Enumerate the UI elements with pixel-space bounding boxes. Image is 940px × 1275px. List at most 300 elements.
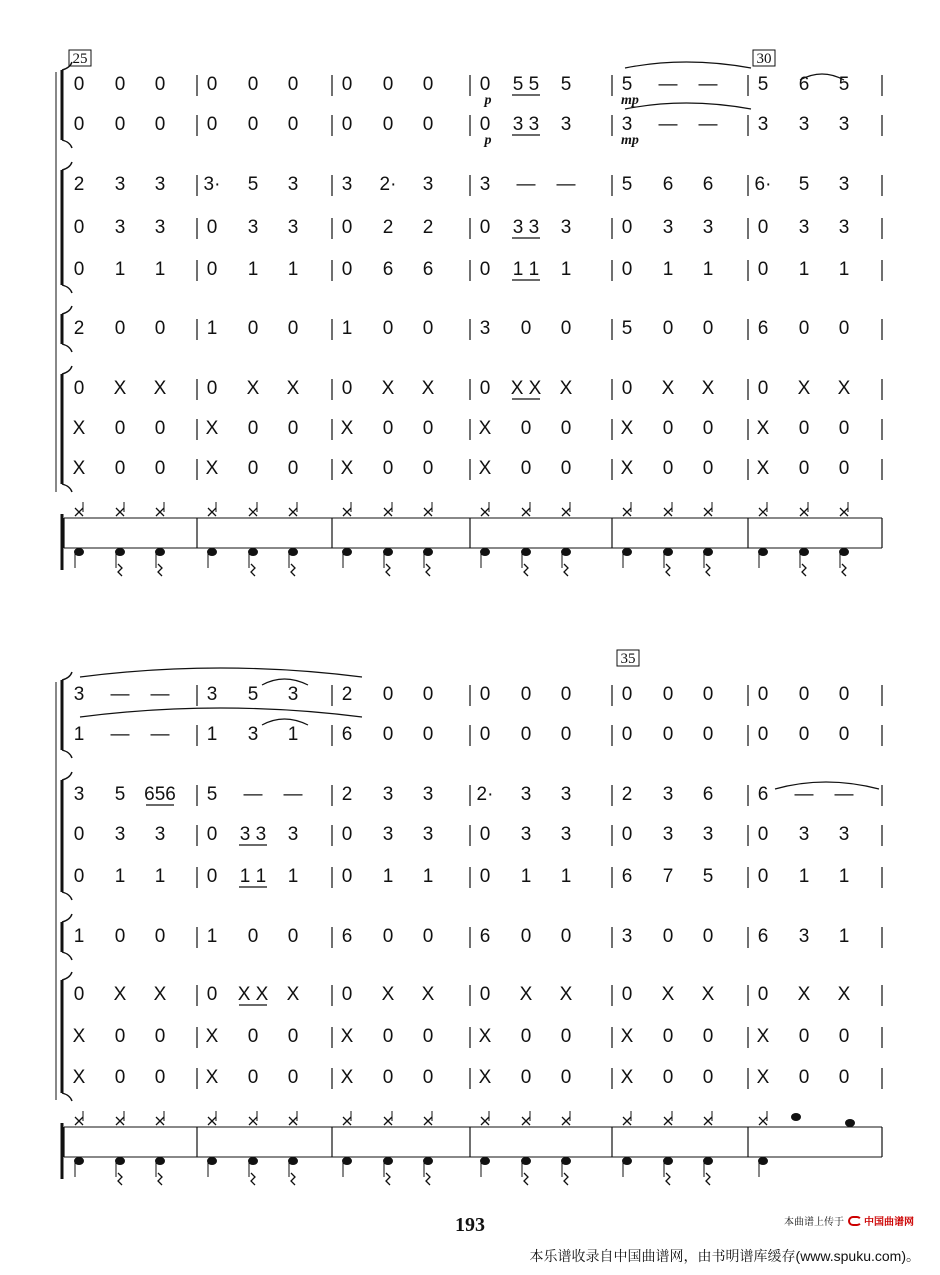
jianpu-note: 0 xyxy=(621,824,633,845)
hihat-x-note xyxy=(116,508,124,516)
dynamic-mark: p xyxy=(484,93,492,108)
page-number: 193 xyxy=(455,1214,485,1236)
jianpu-note: 3 xyxy=(247,217,259,238)
jianpu-note: 0 xyxy=(479,259,491,280)
jianpu-note: 2· xyxy=(476,784,494,805)
hihat-x-note xyxy=(522,1117,530,1125)
hihat-x-note xyxy=(800,508,808,516)
jianpu-note: X xyxy=(519,984,533,1005)
jianpu-note: 5 xyxy=(621,74,633,95)
jianpu-note: 0 xyxy=(341,217,353,238)
bracket-hook xyxy=(62,772,72,780)
jianpu-note: 3 xyxy=(662,784,674,805)
jianpu-note: 0 xyxy=(422,926,434,947)
jianpu-note: X xyxy=(72,1026,86,1047)
jianpu-note: 0 xyxy=(798,418,810,439)
jianpu-note: 0 xyxy=(757,866,769,887)
jianpu-note: 1 xyxy=(154,866,166,887)
jianpu-note: 0 xyxy=(560,684,572,705)
jianpu-note: 1 xyxy=(247,259,259,280)
jianpu-note: 3 xyxy=(382,784,394,805)
jianpu-note: 0 xyxy=(702,418,714,439)
jianpu-note: 0 xyxy=(73,114,85,135)
rest-mark xyxy=(426,564,430,576)
rest-mark xyxy=(564,564,568,576)
jianpu-note: 0 xyxy=(73,217,85,238)
jianpu-note: 6 xyxy=(382,259,394,280)
jianpu-note: X xyxy=(620,1026,634,1047)
rest-mark xyxy=(251,1173,255,1185)
jianpu-note: 0 xyxy=(560,1026,572,1047)
jianpu-note: X xyxy=(756,1026,770,1047)
jianpu-note: 0 xyxy=(560,318,572,339)
jianpu-note: 3 3 xyxy=(512,217,540,238)
jianpu-note: X xyxy=(756,458,770,479)
hihat-x-note xyxy=(249,1117,257,1125)
jianpu-note: X xyxy=(837,378,851,399)
jianpu-note: 0 xyxy=(382,926,394,947)
jianpu-note: 0 xyxy=(520,724,532,745)
jianpu-note: 0 xyxy=(560,926,572,947)
jianpu-note: 1 xyxy=(838,926,850,947)
rest-mark xyxy=(706,1173,710,1185)
hihat-x-note xyxy=(75,1117,83,1125)
jianpu-note: 0 xyxy=(702,926,714,947)
jianpu-note: 0 xyxy=(838,318,850,339)
jianpu-note: 0 xyxy=(520,926,532,947)
jianpu-note: 5 xyxy=(114,784,126,805)
jianpu-note: 6 xyxy=(798,74,810,95)
jianpu-note: X xyxy=(153,984,167,1005)
jianpu-note: 0 xyxy=(154,1026,166,1047)
jianpu-note: 0 xyxy=(206,74,218,95)
hihat-x-note xyxy=(208,508,216,516)
jianpu-note: 0 xyxy=(662,1067,674,1088)
jianpu-note: 3 xyxy=(422,174,434,195)
jianpu-note: 1 xyxy=(702,259,714,280)
jianpu-note: 0 xyxy=(114,74,126,95)
jianpu-note: 1 xyxy=(838,866,850,887)
hihat-x-note xyxy=(623,1117,631,1125)
jianpu-note: 0 xyxy=(662,318,674,339)
rest-mark xyxy=(524,564,528,576)
jianpu-note: 6 xyxy=(702,174,714,195)
jianpu-note: X xyxy=(756,418,770,439)
jianpu-note: — xyxy=(150,684,170,705)
jianpu-note: 0 xyxy=(479,984,491,1005)
jianpu-note: 6· xyxy=(754,174,772,195)
hihat-x-note xyxy=(664,1117,672,1125)
jianpu-note: 0 xyxy=(838,458,850,479)
jianpu-note: 5 xyxy=(798,174,810,195)
jianpu-note: 3 xyxy=(154,174,166,195)
jianpu-note: 0 xyxy=(206,378,218,399)
bracket-hook xyxy=(62,952,72,960)
rehearsal-number: 35 xyxy=(620,651,636,667)
jianpu-note: 0 xyxy=(838,684,850,705)
jianpu-note: 0 xyxy=(702,458,714,479)
hihat-x-note xyxy=(623,508,631,516)
bracket-hook xyxy=(62,750,72,758)
jianpu-note: X xyxy=(72,458,86,479)
rest-mark xyxy=(251,564,255,576)
rest-mark xyxy=(118,564,122,576)
jianpu-note: 0 xyxy=(520,684,532,705)
hihat-x-note xyxy=(249,508,257,516)
jianpu-note: 3 xyxy=(702,824,714,845)
jianpu-note: 5 xyxy=(621,318,633,339)
jianpu-note: 0 xyxy=(798,318,810,339)
jianpu-note: 0 xyxy=(422,114,434,135)
jianpu-note: 0 xyxy=(287,418,299,439)
jianpu-note: 0 xyxy=(479,217,491,238)
jianpu-note: X xyxy=(620,418,634,439)
jianpu-note: X xyxy=(72,418,86,439)
jianpu-note: 0 xyxy=(422,74,434,95)
jianpu-note: 3 xyxy=(114,174,126,195)
jianpu-note: 0 xyxy=(560,724,572,745)
jianpu-note: 6 xyxy=(757,784,769,805)
jianpu-note: X xyxy=(559,378,573,399)
jianpu-note: 3 3 xyxy=(239,824,267,845)
jianpu-note: 0 xyxy=(479,724,491,745)
jianpu-note: 0 xyxy=(757,684,769,705)
bracket-hook xyxy=(62,285,72,293)
jianpu-note: 5 xyxy=(247,174,259,195)
jianpu-note: 0 xyxy=(154,74,166,95)
jianpu-note: 5 xyxy=(838,74,850,95)
jianpu-note: 0 xyxy=(757,378,769,399)
jianpu-note: 0 xyxy=(114,318,126,339)
jianpu-note: 2 xyxy=(382,217,394,238)
dynamic-mark: mp xyxy=(621,93,639,108)
jianpu-note: 3 xyxy=(479,318,491,339)
jianpu-note: 3 xyxy=(73,684,85,705)
jianpu-note: 0 xyxy=(247,74,259,95)
jianpu-note: 0 xyxy=(621,724,633,745)
jianpu-note: 1 xyxy=(206,318,218,339)
upload-label: 本曲谱上传于 xyxy=(784,1217,844,1228)
jianpu-note: 0 xyxy=(382,418,394,439)
jianpu-note: 1 xyxy=(114,866,126,887)
jianpu-note: 0 xyxy=(341,114,353,135)
jianpu-note: 2 xyxy=(73,174,85,195)
drum-note-head xyxy=(791,1113,801,1121)
jianpu-note: 0 xyxy=(662,1026,674,1047)
jianpu-note: 0 xyxy=(114,458,126,479)
jianpu-note: 3 xyxy=(798,217,810,238)
jianpu-note: 0 xyxy=(247,926,259,947)
jianpu-note: 3 xyxy=(662,824,674,845)
jianpu-note: 0 xyxy=(154,926,166,947)
jianpu-note: 0 xyxy=(520,1026,532,1047)
jianpu-note: 0 xyxy=(798,684,810,705)
jianpu-note: 0 xyxy=(382,114,394,135)
jianpu-note: 3 xyxy=(422,824,434,845)
jianpu-note: 1 xyxy=(520,866,532,887)
jianpu-note: X xyxy=(381,984,395,1005)
jianpu-note: 0 xyxy=(114,114,126,135)
jianpu-note: 3 xyxy=(206,684,218,705)
rest-mark xyxy=(564,1173,568,1185)
jianpu-note: 0 xyxy=(798,724,810,745)
jianpu-note: X xyxy=(340,1067,354,1088)
jianpu-note: 0 xyxy=(520,418,532,439)
hihat-x-note xyxy=(384,508,392,516)
rest-mark xyxy=(706,564,710,576)
jianpu-note: 5 xyxy=(206,784,218,805)
jianpu-note: 0 xyxy=(341,984,353,1005)
jianpu-note: 0 xyxy=(247,1067,259,1088)
jianpu-note: 0 xyxy=(247,418,259,439)
rest-mark xyxy=(666,1173,670,1185)
hihat-x-note xyxy=(208,1117,216,1125)
hihat-x-note xyxy=(522,508,530,516)
jianpu-note: 0 xyxy=(757,984,769,1005)
jianpu-note: 3 xyxy=(479,174,491,195)
jianpu-note: 0 xyxy=(382,684,394,705)
jianpu-note: 0 xyxy=(154,114,166,135)
jianpu-note: 0 xyxy=(382,318,394,339)
jianpu-note: 0 xyxy=(798,1026,810,1047)
jianpu-note: 0 xyxy=(206,259,218,280)
rest-mark xyxy=(118,1173,122,1185)
jianpu-note: — xyxy=(834,784,854,805)
rest-mark xyxy=(291,1173,295,1185)
jianpu-note: 1 xyxy=(662,259,674,280)
jianpu-note: 6 xyxy=(757,318,769,339)
jianpu-note: 0 xyxy=(247,1026,259,1047)
jianpu-note: 0 xyxy=(621,378,633,399)
jianpu-note: 3 xyxy=(621,926,633,947)
jianpu-note: X xyxy=(701,984,715,1005)
jianpu-note: 0 xyxy=(838,1067,850,1088)
jianpu-note: 0 xyxy=(662,418,674,439)
jianpu-note: X xyxy=(797,378,811,399)
jianpu-note: 1 xyxy=(73,926,85,947)
rest-mark xyxy=(524,1173,528,1185)
jianpu-note: 0 xyxy=(341,259,353,280)
jianpu-note: 6 xyxy=(341,926,353,947)
jianpu-note: 3 xyxy=(520,784,532,805)
jianpu-note: — xyxy=(150,724,170,745)
jianpu-note: 0 xyxy=(382,1067,394,1088)
jianpu-note: X xyxy=(837,984,851,1005)
jianpu-note: 1 xyxy=(206,724,218,745)
jianpu-note: 0 xyxy=(73,984,85,1005)
jianpu-note: 6 xyxy=(341,724,353,745)
jianpu-note: 0 xyxy=(114,1026,126,1047)
jianpu-note: 0 xyxy=(621,217,633,238)
rest-mark xyxy=(158,1173,162,1185)
jianpu-note: 3 xyxy=(702,217,714,238)
jianpu-note: — xyxy=(698,74,718,95)
hihat-x-note xyxy=(116,1117,124,1125)
bracket-hook xyxy=(62,914,72,922)
jianpu-note: 0 xyxy=(287,1026,299,1047)
jianpu-note: — xyxy=(794,784,814,805)
jianpu-note: 0 xyxy=(757,824,769,845)
bracket-hook xyxy=(62,344,72,352)
jianpu-note: 0 xyxy=(382,74,394,95)
rehearsal-number: 30 xyxy=(756,51,772,67)
drum-note-head xyxy=(845,1119,855,1127)
jianpu-note: 1 xyxy=(287,866,299,887)
jianpu-note: 1 xyxy=(287,724,299,745)
jianpu-note: 3 xyxy=(838,217,850,238)
bracket-hook xyxy=(62,892,72,900)
hihat-x-note xyxy=(562,1117,570,1125)
jianpu-note: X X xyxy=(237,984,269,1005)
jianpu-note: X xyxy=(340,458,354,479)
jianpu-note: 5 xyxy=(757,74,769,95)
jianpu-note: 0 xyxy=(702,318,714,339)
jianpu-note: 0 xyxy=(798,458,810,479)
jianpu-note: 1 xyxy=(382,866,394,887)
hihat-x-note xyxy=(384,1117,392,1125)
bracket-hook xyxy=(62,1093,72,1101)
jianpu-note: 5 xyxy=(621,174,633,195)
jianpu-note: 0 xyxy=(702,724,714,745)
hihat-x-note xyxy=(424,508,432,516)
jianpu-note: X xyxy=(478,458,492,479)
jianpu-note: 0 xyxy=(520,318,532,339)
hihat-x-note xyxy=(704,1117,712,1125)
jianpu-note: 0 xyxy=(520,458,532,479)
jianpu-note: 0 xyxy=(479,378,491,399)
hihat-x-note xyxy=(289,1117,297,1125)
jianpu-note: 0 xyxy=(621,984,633,1005)
jianpu-note: 3 xyxy=(287,824,299,845)
jianpu-note: 3 xyxy=(154,824,166,845)
jianpu-note: 3 xyxy=(757,114,769,135)
rest-mark xyxy=(666,564,670,576)
jianpu-note: — xyxy=(556,174,576,195)
hihat-x-note xyxy=(424,1117,432,1125)
jianpu-note: 1 xyxy=(341,318,353,339)
jianpu-note: 0 xyxy=(662,458,674,479)
jianpu-note: X xyxy=(381,378,395,399)
slur xyxy=(262,679,308,685)
jianpu-note: 3 xyxy=(73,784,85,805)
jianpu-note: 0 xyxy=(621,684,633,705)
hihat-x-note xyxy=(840,508,848,516)
slur xyxy=(262,719,308,725)
jianpu-note: 0 xyxy=(247,458,259,479)
jianpu-note: 3 xyxy=(382,824,394,845)
jianpu-note: 1 xyxy=(114,259,126,280)
jianpu-note: 0 xyxy=(838,1026,850,1047)
jianpu-note: 0 xyxy=(73,74,85,95)
jianpu-note: 3 xyxy=(287,217,299,238)
jianpu-note: 3 xyxy=(114,824,126,845)
hihat-x-note xyxy=(289,508,297,516)
slur xyxy=(775,782,879,789)
hihat-x-note xyxy=(704,508,712,516)
slur xyxy=(625,62,751,68)
jianpu-note: X X xyxy=(510,378,542,399)
jianpu-note: 3 xyxy=(520,824,532,845)
jianpu-note: 5 5 xyxy=(512,74,540,95)
jianpu-note: 6 xyxy=(422,259,434,280)
jianpu-note: X xyxy=(205,1026,219,1047)
jianpu-note: — xyxy=(110,684,130,705)
jianpu-note: X xyxy=(286,378,300,399)
rest-mark xyxy=(426,1173,430,1185)
jianpu-note: 1 xyxy=(206,926,218,947)
jianpu-note: 0 xyxy=(382,724,394,745)
site-logo xyxy=(848,1213,914,1228)
jianpu-note: 0 xyxy=(206,824,218,845)
bracket-hook xyxy=(62,972,72,980)
jianpu-note: 6 xyxy=(702,784,714,805)
jianpu-note: 3 3 xyxy=(512,114,540,135)
jianpu-note: 0 xyxy=(73,259,85,280)
jianpu-note: X xyxy=(620,1067,634,1088)
jianpu-note: 3 xyxy=(341,174,353,195)
jianpu-note: X xyxy=(205,1067,219,1088)
jianpu-note: 0 xyxy=(422,1067,434,1088)
jianpu-note: 0 xyxy=(560,458,572,479)
jianpu-note: — xyxy=(283,784,303,805)
jianpu-note: 0 xyxy=(287,74,299,95)
jianpu-note: X xyxy=(478,418,492,439)
jianpu-note: X xyxy=(113,378,127,399)
jianpu-note: 0 xyxy=(154,458,166,479)
jianpu-note: X xyxy=(246,378,260,399)
jianpu-note: 0 xyxy=(560,418,572,439)
jianpu-note: 0 xyxy=(479,114,491,135)
jianpu-note: 0 xyxy=(247,318,259,339)
jianpu-note: 1 xyxy=(154,259,166,280)
jianpu-note: 0 xyxy=(154,318,166,339)
jianpu-note: X xyxy=(113,984,127,1005)
jianpu-note: 0 xyxy=(73,824,85,845)
jianpu-note: 0 xyxy=(757,217,769,238)
hihat-x-note xyxy=(343,508,351,516)
jianpu-note: 3 xyxy=(798,926,810,947)
rest-mark xyxy=(386,1173,390,1185)
jianpu-note: 0 xyxy=(247,114,259,135)
jianpu-note: 0 xyxy=(757,259,769,280)
jianpu-note: X xyxy=(478,1026,492,1047)
jianpu-note: 0 xyxy=(422,318,434,339)
hihat-x-note xyxy=(562,508,570,516)
jianpu-note: 3 xyxy=(422,784,434,805)
hihat-x-note xyxy=(343,1117,351,1125)
jianpu-note: 1 xyxy=(73,724,85,745)
jianpu-note: 0 xyxy=(382,1026,394,1047)
jianpu-note: 3 xyxy=(114,217,126,238)
jianpu-note: 2 xyxy=(422,217,434,238)
jianpu-note: 0 xyxy=(479,74,491,95)
jianpu-note: 0 xyxy=(479,684,491,705)
jianpu-note: 0 xyxy=(479,866,491,887)
rest-mark xyxy=(158,564,162,576)
jianpu-note: X xyxy=(661,984,675,1005)
jianpu-note: 1 xyxy=(838,259,850,280)
jianpu-note: 0 xyxy=(287,318,299,339)
bracket-hook xyxy=(62,140,72,148)
jianpu-note: 3 xyxy=(838,174,850,195)
jianpu-note: X xyxy=(756,1067,770,1088)
jianpu-note: 3 xyxy=(154,217,166,238)
jianpu-note: 2 xyxy=(621,784,633,805)
jianpu-note: 1 1 xyxy=(512,259,540,280)
jianpu-note: X xyxy=(72,1067,86,1088)
rest-mark xyxy=(291,564,295,576)
jianpu-note: 1 xyxy=(798,259,810,280)
